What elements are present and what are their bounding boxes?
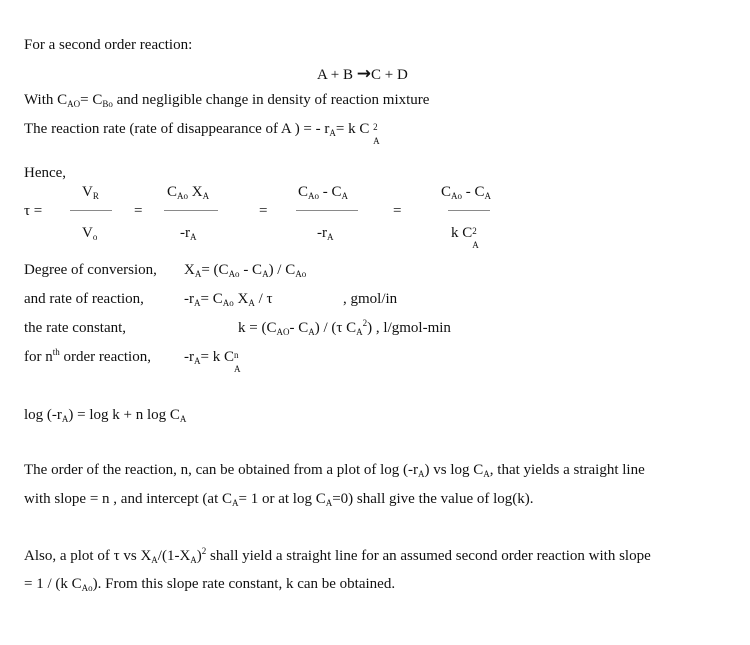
fraction-4-denominator: k C 2 A (451, 225, 479, 250)
fraction-4-bar (448, 210, 490, 211)
def-rate-label: and rate of reaction, (24, 291, 144, 307)
def-rate-formula: $-r_A= C_{Ao}$ $X_A$ / τ (184, 291, 273, 308)
def-nth-order-label: for $n^{th}$ order reaction, (24, 347, 151, 365)
def-rate-unit: , gmol/in (343, 291, 398, 307)
hence-label: Hence, (24, 165, 67, 181)
arrow-icon: → (356, 64, 371, 84)
fraction-3-bar (296, 210, 358, 211)
fraction-1-bar (70, 210, 112, 211)
fraction-2-numerator: $C_{Ao}$ $X_A$ (167, 184, 210, 201)
def-constant-label: the rate constant, (24, 320, 127, 336)
def-conversion-formula: $X_A= (C_{Ao} - C_A) / C_{Ao}$ (184, 262, 307, 279)
fraction-3-denominator: $-r_A$ (317, 225, 334, 242)
log-equation: $\log (-r_A) = \log k + n$ $\log C_A$ (24, 407, 187, 424)
fraction-1-denominator: $V_o$ (82, 225, 98, 242)
reaction-equation: A + B →C + D (317, 64, 408, 84)
paragraph-1-line-2: with slope = n , and intercept (at $C_A= 1$ or at $\log C_A=0$) shall give the value of log(k). (24, 491, 534, 508)
tau-symbol: τ = (24, 203, 43, 219)
paragraph-1-line-1: The order of the reaction, n, can be obtained from a plot of $\log (-r_A)$ vs $\log C_A$, that yields a straight line (24, 462, 645, 479)
def-constant-formula: $k = (C_{AO}-$ $C_A) / (\tau$ $C_A^2$) , l/gmol-min (238, 318, 451, 337)
equals-sign-2: = (259, 203, 268, 219)
fraction-2-bar (164, 210, 218, 211)
equals-sign-3: = (393, 203, 402, 219)
paragraph-2-line-1: Also, a plot of τ vs $X_A/(1-X_A)^2$ shall yield a straight line for an assumed second order reaction with slope (24, 546, 651, 565)
rate-definition: The reaction rate (rate of disappearance of A ) = - $r_A= k$ C 2 A (24, 121, 380, 146)
condition-text: With $C_{AO}= C_{Bo}$ and negligible change in density of reaction mixture (24, 92, 430, 109)
fraction-2-denominator: $-r_A$ (180, 225, 197, 242)
fraction-3-numerator: $C_{Ao} - C_A$ (298, 184, 349, 201)
intro-text: For a second order reaction: (24, 37, 193, 53)
equals-sign-1: = (134, 203, 143, 219)
fraction-1-numerator: $V_R$ (82, 184, 99, 201)
def-conversion-label: Degree of conversion, (24, 262, 157, 278)
paragraph-2-line-2: = 1 / (k $C_{Ao}$). From this slope rate constant, k can be obtained. (24, 576, 396, 593)
def-nth-order-formula: $-r_A= k$ C n A (184, 349, 241, 374)
fraction-4-numerator: $C_{Ao} - C_A$ (441, 184, 492, 201)
